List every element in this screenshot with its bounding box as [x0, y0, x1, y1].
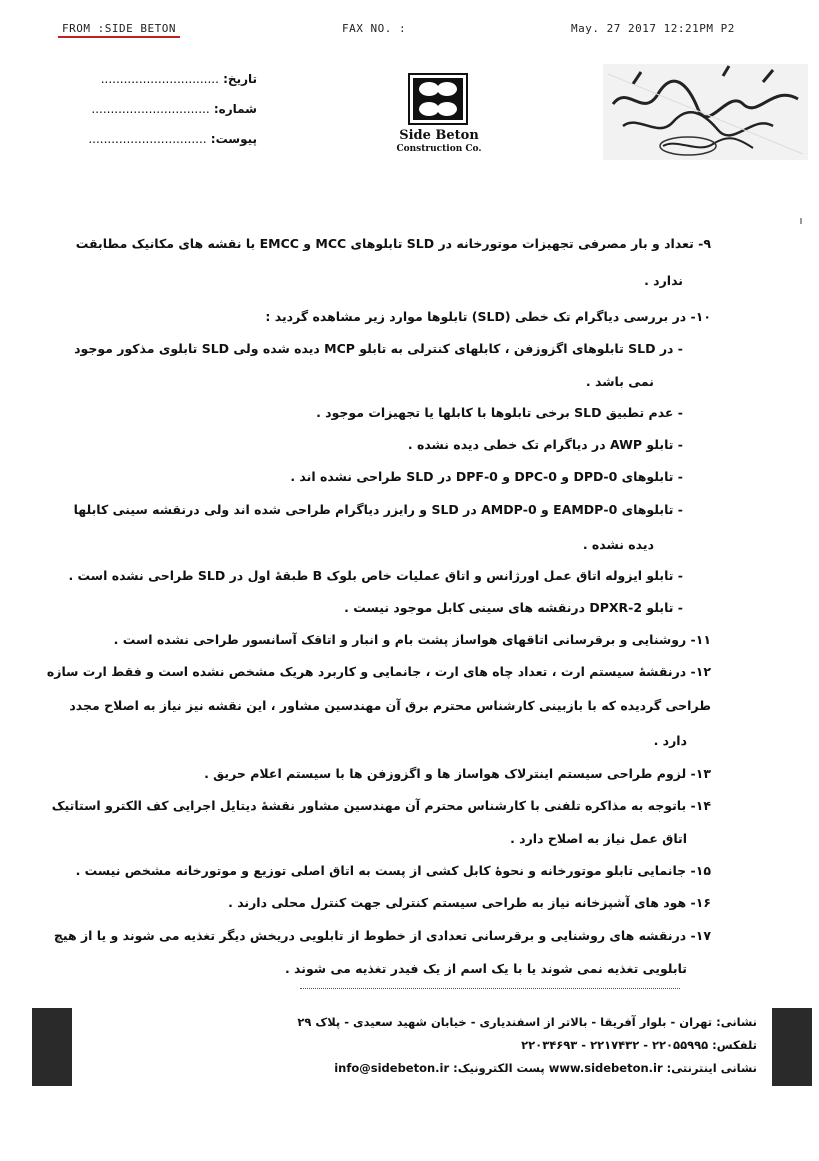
footer-web: نشانی اینترنتی: www.sidebeton.ir پست الکترونیک: info@sidebeton.ir	[334, 1061, 757, 1075]
item-12-line-2: طراحی گردیده که با بازبینی کارشناس محترم برق آن مهندسین مشاور ، این نقشه نیز نیاز به اصلاح مجدد	[69, 698, 711, 713]
item-10-bullet-1-line-1: - در SLD تابلوهای اگزوزفن ، کابلهای کنترلی به تابلو MCP دیده شده ولی SLD تابلوی مذکور موجود	[74, 341, 683, 356]
fax-number: FAX NO. :	[342, 22, 407, 35]
company-stamp-icon	[603, 64, 808, 160]
item-10-bullet-3: - تابلو AWP در دیاگرام تک خطی دیده نشده .	[407, 437, 683, 452]
item-17-line-1: ۱۷- درنقشه های روشنایی و برقرسانی تعدادی از خطوط از تابلویی دریخش دیگر تغذیه می شوند و یا از هیچ	[53, 928, 711, 943]
item-10-bullet-6: - تابلو ایزوله اتاق عمل اورژانس و اتاق عملیات خاص بلوک B طبقهٔ اول در SLD طراحی نشده است .	[68, 568, 683, 583]
item-15: ۱۵- جانمایی تابلو موتورخانه و نحوهٔ کابل کشی از پست به اتاق اصلی توزیع و موتورخانه مشخص نیست .	[75, 863, 711, 878]
date-label: تاریخ:	[223, 72, 257, 86]
scan-edge-right-bar	[772, 1008, 812, 1086]
item-17-line-2: تابلویی تغذیه نمی شوند یا با یک اسم از یک فیدر تغذیه می شوند .	[284, 961, 687, 976]
attachment-field	[82, 132, 257, 146]
item-10-bullet-5-line-2: دیده نشده .	[582, 537, 654, 552]
fax-date-time: May. 27 2017 12:21PM P2	[571, 22, 735, 35]
date-dots: ...............................	[100, 72, 219, 86]
item-10-bullet-1-line-2: نمی باشد .	[585, 374, 654, 389]
attachment-dots: ...............................	[88, 132, 207, 146]
scan-speck	[800, 218, 802, 224]
item-16: ۱۶- هود های آشپزخانه نیاز به طراحی سیستم کنترلی جهت کنترل محلی دارند .	[228, 895, 711, 910]
date-field	[82, 72, 257, 86]
item-9-line-1: ۹- تعداد و بار مصرفی تجهیزات موتورخانه در SLD تابلوهای MCC و EMCC با نقشه های مکانیک مطابقت	[75, 236, 711, 251]
company-logo-icon	[408, 73, 468, 125]
item-9-line-2: ندارد .	[644, 273, 683, 288]
scan-edge-left-bar	[32, 1008, 72, 1086]
footer-address: نشانی: تهران - بلوار آفریقا - بالاتر از اسفندیاری - خیابان شهید سعیدی - پلاک ۲۹	[297, 1015, 757, 1029]
item-10-bullet-2: - عدم تطبیق SLD برخی تابلوها با کابلها یا تجهیزات موجود .	[316, 405, 683, 420]
fax-from: FROM :SIDE BETON	[58, 22, 180, 38]
footer-divider	[300, 988, 680, 989]
attachment-label: پیوست:	[210, 132, 257, 146]
item-10-heading: ۱۰- در بررسی دیاگرام تک خطی (SLD) تابلوها موارد زیر مشاهده گردید :	[265, 309, 711, 324]
company-brand	[380, 128, 498, 154]
item-10-bullet-4: - تابلوهای 0-DPD و 0-DPC و 0-DPF در SLD طراحی نشده اند .	[290, 469, 683, 484]
item-12-line-3: دارد .	[653, 733, 687, 748]
item-10-bullet-7: - تابلو 2-DPXR درنقشه های سینی کابل موجود نیست .	[344, 600, 683, 615]
company-name: Side Beton	[399, 128, 479, 143]
item-10-bullet-5-line-1: - تابلوهای 0-EAMDP و 0-AMDP در SLD و رایزر دیاگرام طراحی شده اند ولی درنقشه سینی کابلها	[73, 502, 683, 517]
footer-phones: تلفکس: ۲۲۰۵۵۹۹۵ - ۲۲۱۷۴۳۲ - ۲۲۰۳۴۶۹۳	[521, 1038, 757, 1052]
item-12-line-1: ۱۲- درنقشهٔ سیستم ارت ، تعداد چاه های ارت ، جانمایی و کاربرد هریک مشخص نشده است و فقط ارت سازه	[46, 664, 711, 679]
company-subtitle: Construction Co.	[396, 144, 482, 154]
item-11: ۱۱- روشنایی و برقرسانی اتاقهای هواساز پشت بام و انبار و اتاقک آسانسور طراحی نشده است .	[113, 632, 711, 647]
number-field	[82, 102, 257, 116]
item-13: ۱۳- لزوم طراحی سیستم اینترلاک هواساز ها و اگزوزفن ها با سیستم اعلام حریق .	[204, 766, 711, 781]
item-14-line-2: اتاق عمل نیاز به اصلاح دارد .	[510, 831, 687, 846]
number-label: شماره:	[213, 102, 257, 116]
item-14-line-1: ۱۴- باتوجه به مذاکره تلفنی با کارشناس محترم آن مهندسین مشاور نقشهٔ دیتایل اجرایی کف الکترو استاتیک	[51, 798, 711, 813]
number-dots: ...............................	[91, 102, 210, 116]
